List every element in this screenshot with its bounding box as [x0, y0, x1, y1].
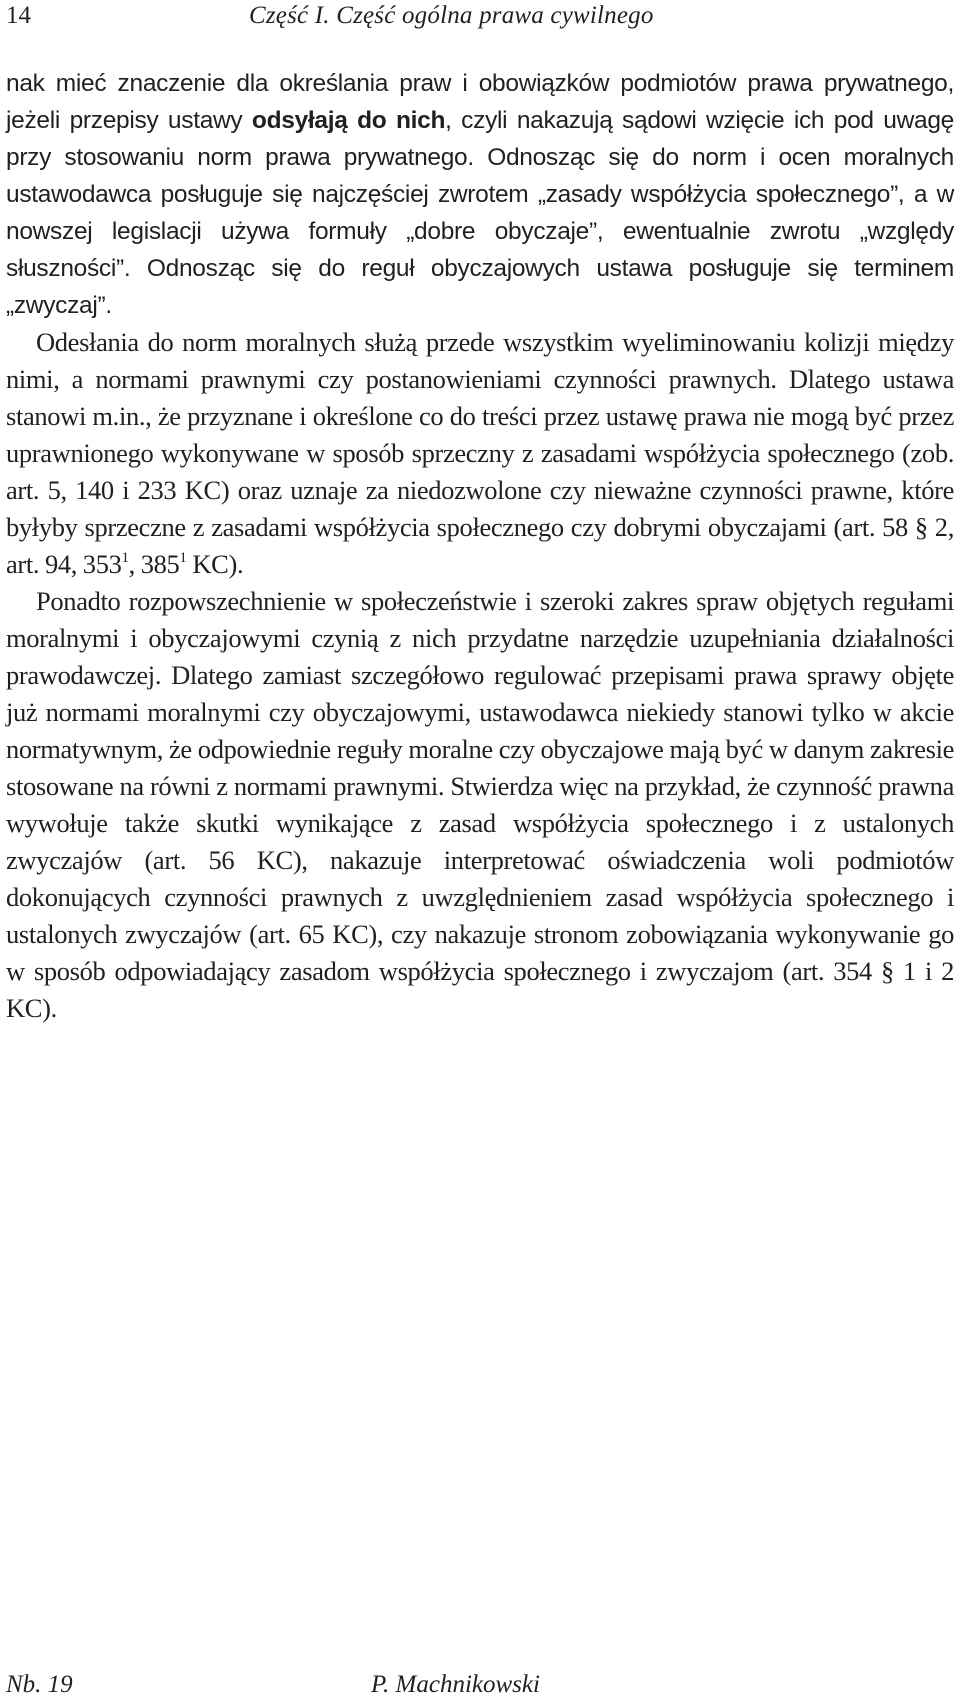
paragraph-1-text-a: nak mieć znaczenie dla określania praw i obowiązków podmiotów prawa prywatnego, jeżeli przepisy ustawy: [6, 70, 954, 134]
body-text: [6, 65, 954, 1027]
paragraph-2-text-b: , 385: [128, 549, 180, 579]
page-number: 14: [6, 2, 31, 29]
margin-number: Nb. 19: [6, 1671, 73, 1698]
running-title: Część I. Część ogólna prawa cywilnego: [249, 2, 654, 29]
page-footer: [6, 1668, 954, 1702]
paragraph-1: [6, 65, 954, 324]
paragraph-2: [6, 324, 954, 583]
paragraph-2-text-a: Odesłania do norm moralnych służą przede wszystkim wyeliminowaniu kolizji między nimi, a normami prawnymi czy postanowieniami czynności prawnych. Dlatego ustawa stanowi m.in., że przyznane i określone co do treści przez ustawę prawa nie mogą być przez uprawnionego wykonywane w sposób sprzeczny z zasadami współżycia społecznego (zob. art. 5, 140 i 233 KC) oraz uznaje za niedozwolone czy nieważne czynności prawne, które byłyby sprzeczne z zasadami współżycia społecznego czy dobrymi obyczajami (art. 58 § 2, art. 94, 353: [6, 327, 954, 579]
paragraph-1-text-b: , czyli nakazują sądowi wzięcie ich pod uwagę przy stosowaniu norm prawa prywatnego. Odnosząc się do norm i ocen moralnych ustawodawca posługuje się najczęściej zwrotem „zasady współżycia społecznego”, a w nowszej legislacji używa formuły „dobre obyczaje”, ewentualnie zwrotu „względy słuszności”. Odnosząc się do reguł obyczajowych ustawa posługuje się terminem „zwyczaj”.: [6, 107, 954, 319]
superscript-2: 1: [179, 550, 187, 566]
paragraph-2-text-c: KC).: [186, 549, 244, 579]
running-head: [6, 0, 954, 32]
paragraph-1-bold-phrase: odsyłają do nich: [251, 107, 446, 134]
author-name: P. Machnikowski: [371, 1671, 540, 1698]
paragraph-3: Ponadto rozpowszechnienie w społeczeństwie i szeroki zakres spraw objętych regułami moralnymi i obyczajowymi czynią z nich przydatne narzędzie uzupełniania działalności prawodawczej. Dlatego zamiast szczegółowo regulować przepisami prawa sprawy objęte już normami moralnymi czy obyczajowymi, ustawodawca niekiedy stanowi tylko w akcie normatywnym, że odpowiednie reguły moralne czy obyczajowe mają być w danym zakresie stosowane na równi z normami prawnymi. Stwierdza więc na przykład, że czynność prawna wywołuje także skutki wynikające z zasad współżycia społecznego i z ustalonych zwyczajów (art. 56 KC), nakazuje interpretować oświadczenia woli podmiotów dokonujących czynności prawnych z uwzględnieniem zasad współżycia społecznego i ustalonych zwyczajów (art. 65 KC), czy nakazuje stronom zobowiązania wykonywanie go w sposób odpowiadający zasadom współżycia społecznego i zwyczajom (art. 354 § 1 i 2 KC).: [6, 586, 954, 1023]
superscript-1: 1: [121, 550, 129, 566]
